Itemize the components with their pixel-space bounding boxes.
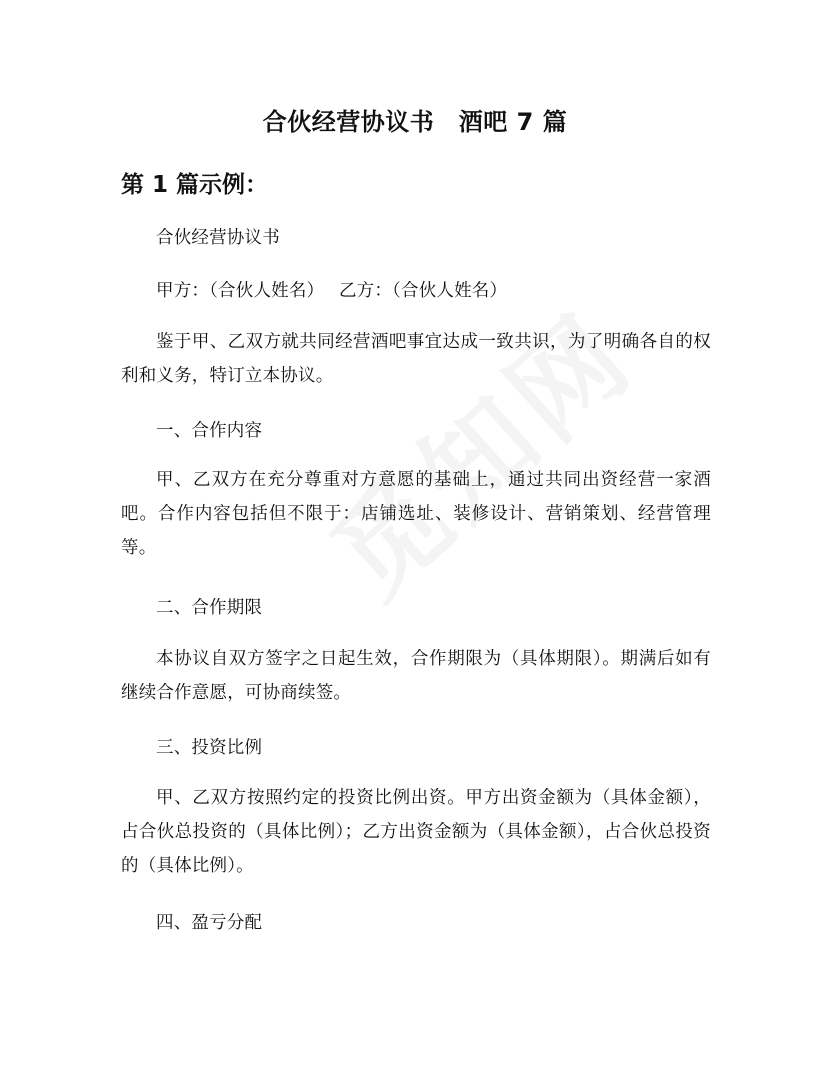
clause-body-cooperation: 甲、乙双方在充分尊重对方意愿的基础上，通过共同出资经营一家酒吧。合作内容包括但不限于：店铺选址、装修设计、营销策划、经营管理等。 (121, 470, 711, 558)
clause-heading-cooperation: 一、合作内容 (156, 421, 263, 441)
section-heading: 第 1 篇示例： (121, 172, 269, 198)
agreement-name: 合伙经营协议书 (156, 228, 280, 248)
preamble-paragraph: 鉴于甲、乙双方就共同经营酒吧事宜达成一致共识，为了明确各自的权利和义务，特订立本协议。 (121, 332, 711, 386)
clause-body-term: 本协议自双方签字之日起生效，合作期限为（具体期限）。期满后如有继续合作意愿，可协商续签。 (121, 649, 711, 703)
clause-body-investment: 甲、乙双方按照约定的投资比例出资。甲方出资金额为（具体金额），占合伙总投资的（具体比例）；乙方出资金额为（具体金额），占合伙总投资的（具体比例）。 (121, 788, 711, 876)
parties-line: 甲方：（合伙人姓名） 乙方：（合伙人姓名） (156, 281, 508, 301)
clause-heading-profit: 四、盈亏分配 (156, 913, 263, 933)
clause-heading-investment: 三、投资比例 (156, 738, 263, 758)
clause-heading-term: 二、合作期限 (156, 598, 263, 618)
document-title: 合伙经营协议书 酒吧 7 篇 (262, 108, 568, 136)
